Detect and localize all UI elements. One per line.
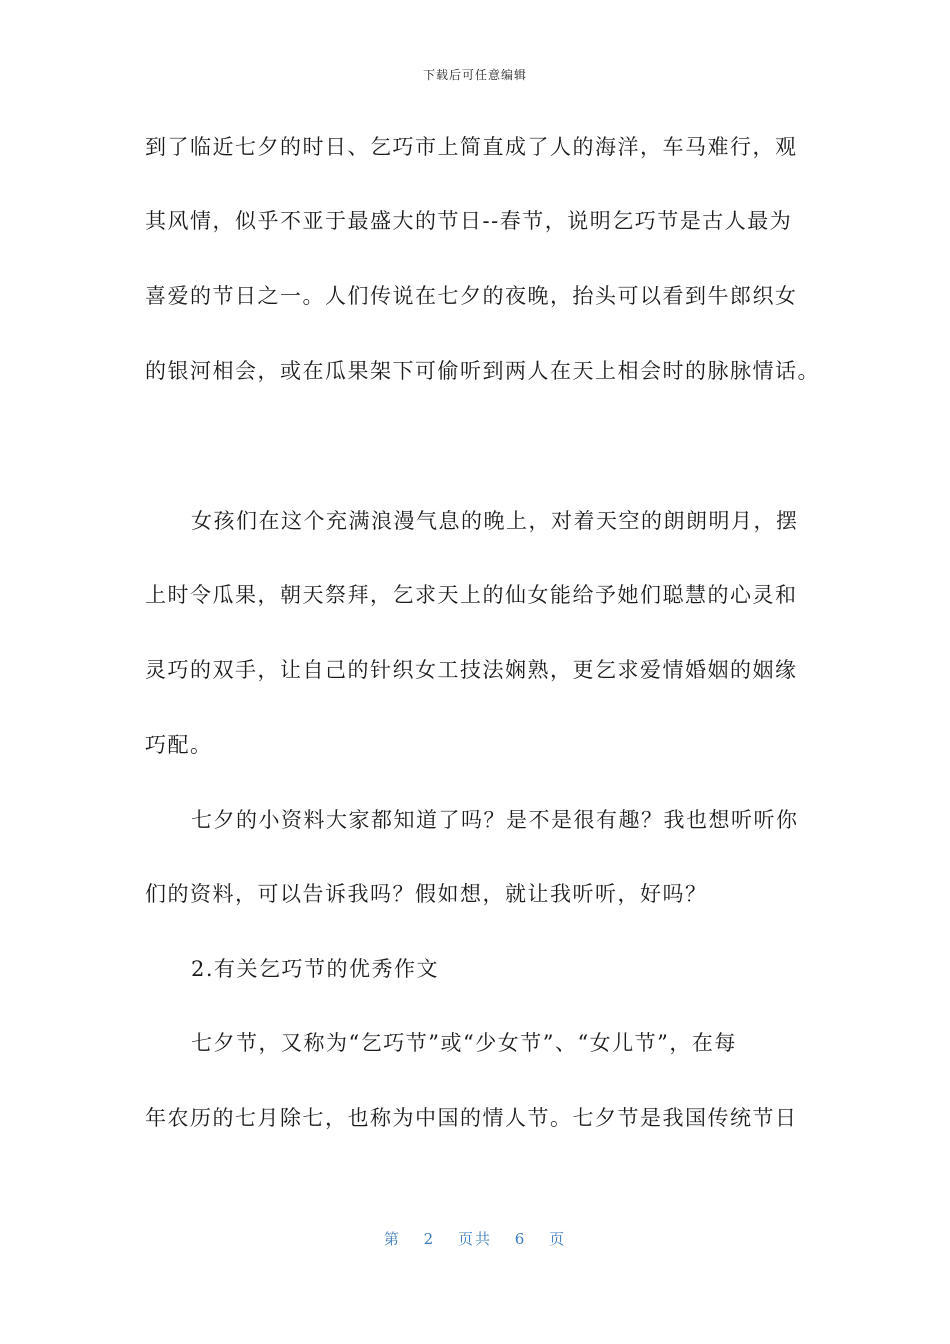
paragraph-5-line-2: 年农历的七月除七，也称为中国的情人节。七夕节是我国传统节日 xyxy=(145,1106,798,1130)
footer-total-pages: 6 xyxy=(514,1230,527,1248)
paragraph-5-line-1: 七夕节，又称为“乞巧节”或“少女节”、“女儿节”，在每 xyxy=(191,1031,737,1055)
header-note: 下载后可任意编辑 xyxy=(422,68,527,82)
paragraph-2-line-3: 灵巧的双手，让自己的针织女工技法娴熟，更乞求爱情婚姻的姻缘 xyxy=(145,658,798,682)
page-footer xyxy=(0,1228,950,1249)
footer-current-page: 2 xyxy=(423,1230,436,1248)
paragraph-1-line-1: 到了临近七夕的时日、乞巧市上简直成了人的海洋，车马难行，观 xyxy=(145,135,798,159)
paragraph-2-line-2: 上时令瓜果，朝天祭拜，乞求天上的仙女能给予她们聪慧的心灵和 xyxy=(145,583,798,607)
paragraph-2-line-4: 巧配。 xyxy=(145,733,213,757)
paragraph-1-line-3: 喜爱的节日之一。人们传说在七夕的夜晚，抬头可以看到牛郎织女 xyxy=(145,284,798,308)
footer-label-end: 页 xyxy=(549,1230,567,1248)
paragraph-1-line-4: 的银河相会，或在瓜果架下可偷听到两人在天上相会时的脉脉情话。 xyxy=(145,359,820,383)
footer-label-of: 页共 xyxy=(457,1230,492,1248)
paragraph-1-line-2: 其风情，似乎不亚于最盛大的节日--春节，说明乞巧节是古人最为 xyxy=(145,209,793,233)
section-heading: 2.有关乞巧节的优秀作文 xyxy=(191,957,440,981)
footer-label-page: 第 xyxy=(383,1230,401,1248)
paragraph-3-line-2: 们的资料，可以告诉我吗？假如想，就让我听听，好吗？ xyxy=(145,882,708,906)
paragraph-2-line-1: 女孩们在这个充满浪漫气息的晚上，对着天空的朗朗明月，摆 xyxy=(191,509,799,533)
paragraph-3-line-1: 七夕的小资料大家都知道了吗？是不是很有趣？我也想听听你 xyxy=(191,808,799,832)
